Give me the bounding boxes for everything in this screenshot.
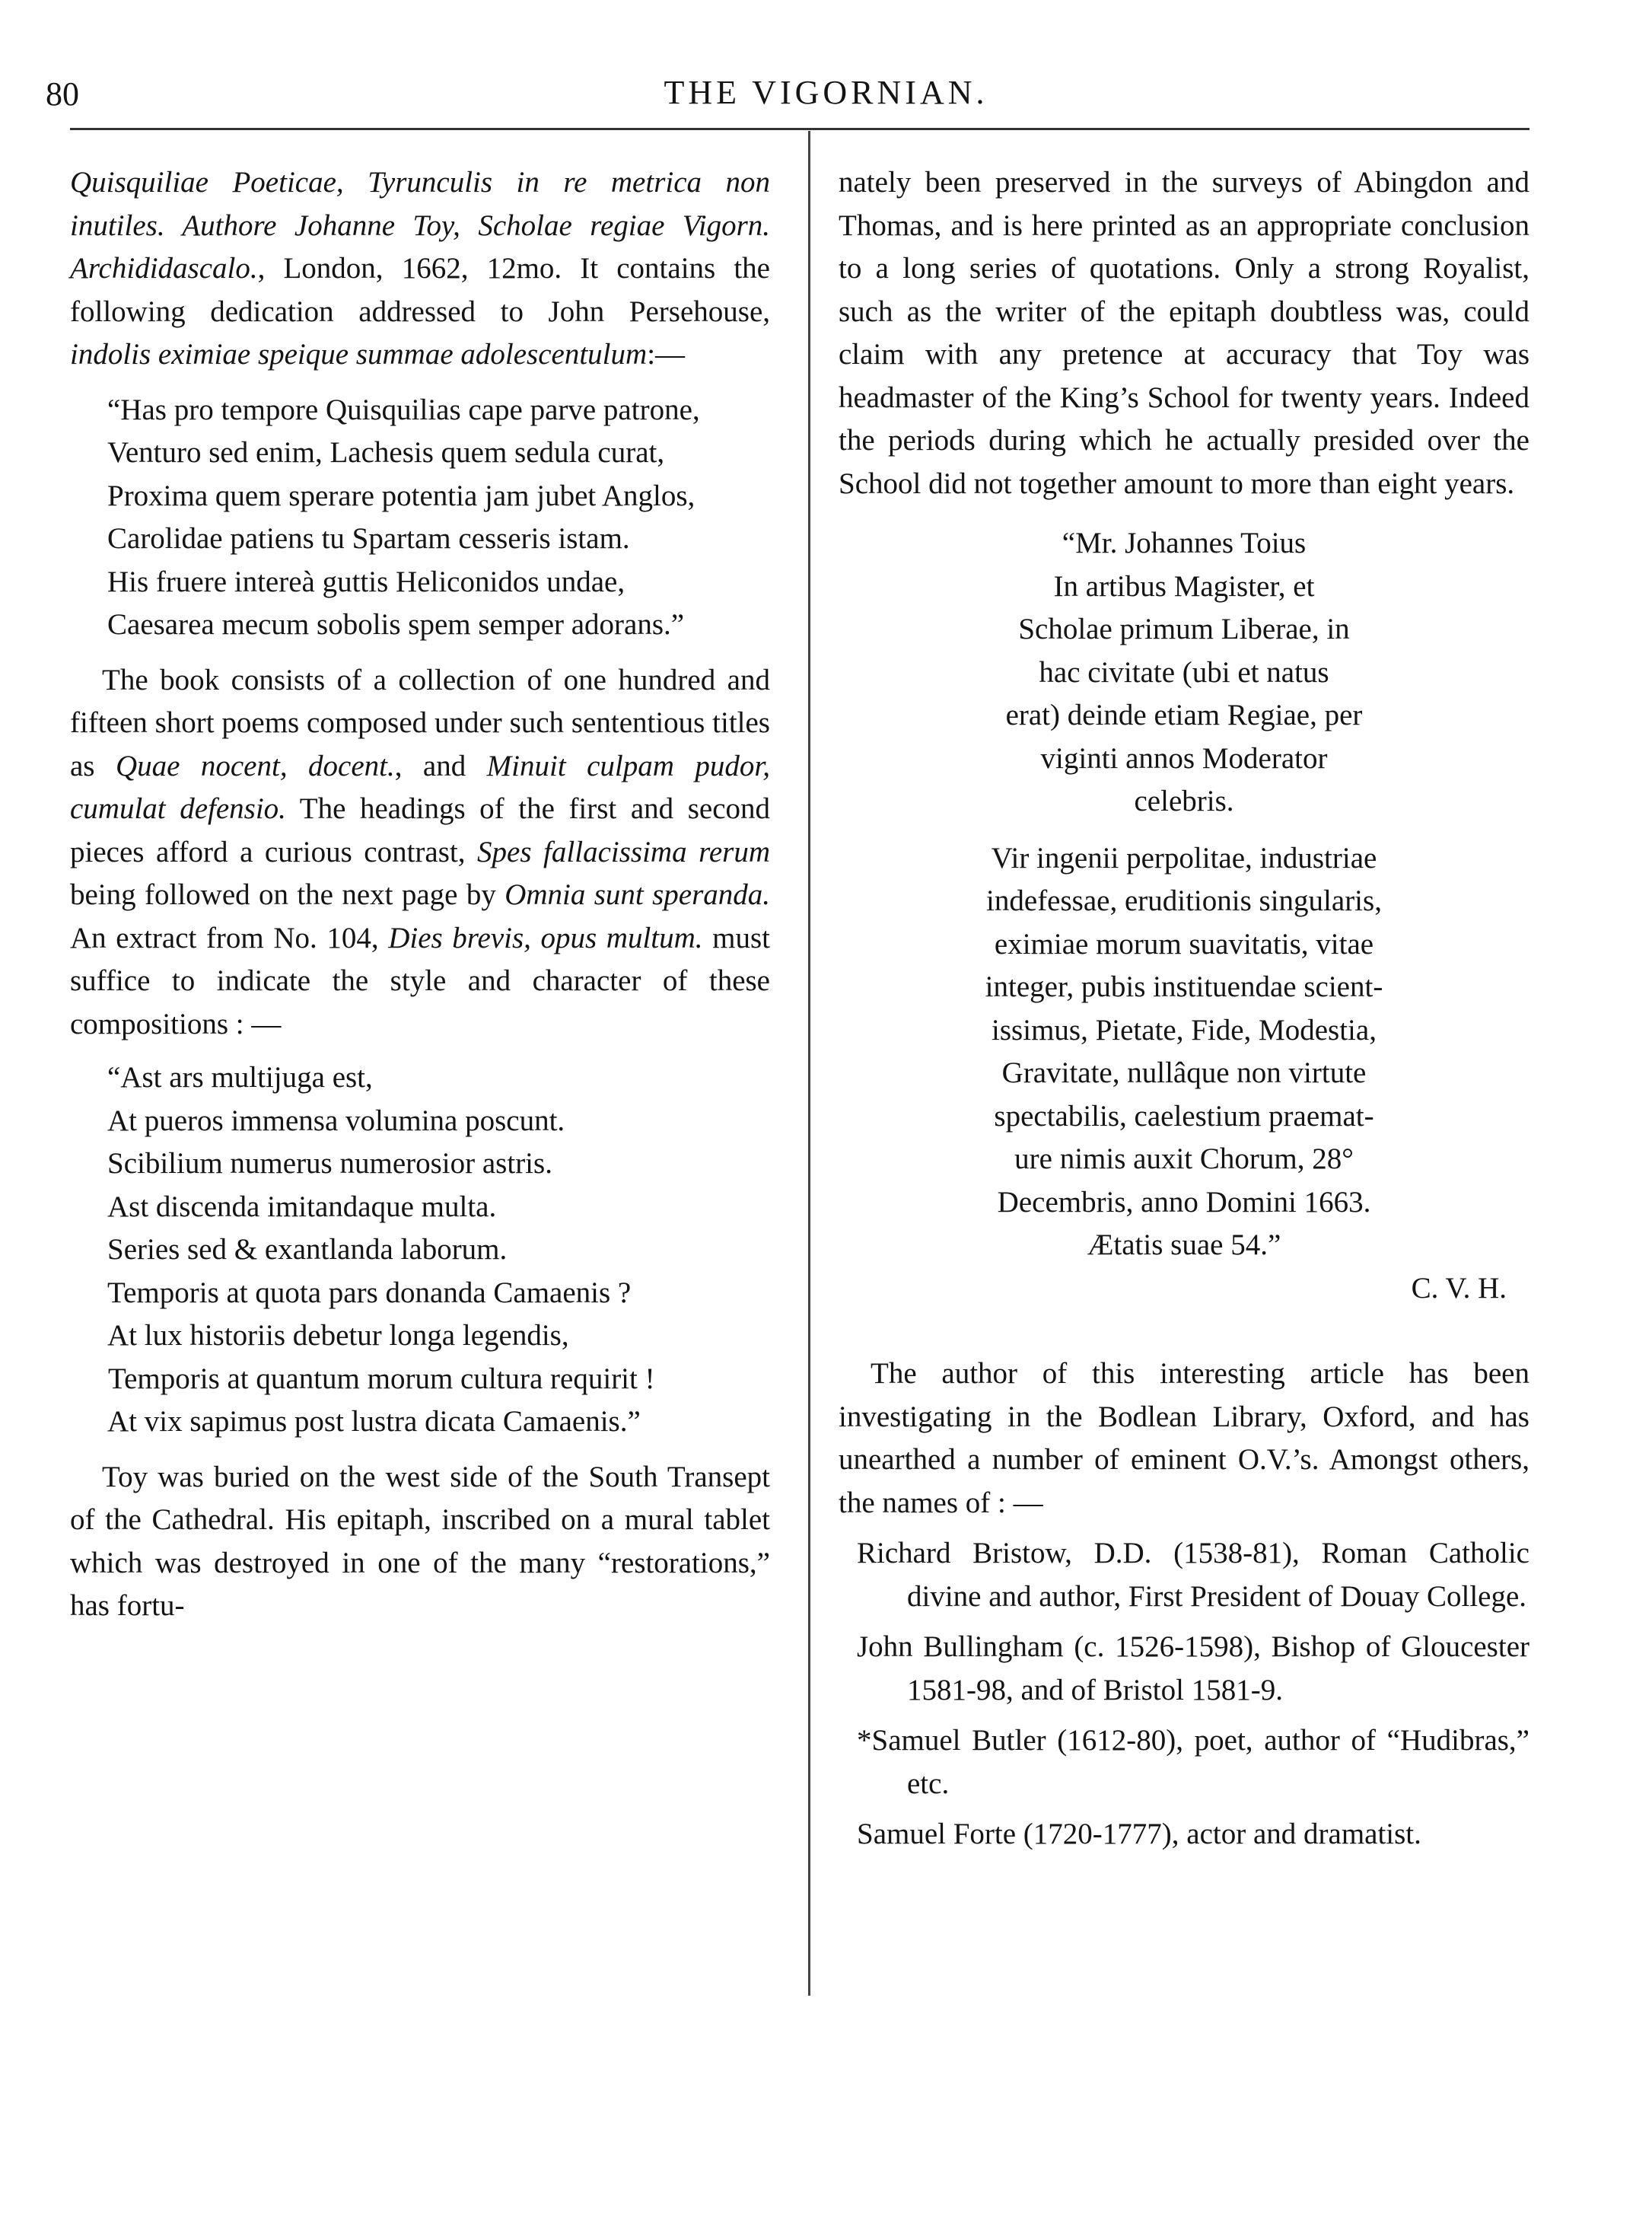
verse-line: Series sed & exantlanda laborum. [107, 1233, 508, 1266]
extract-verse [70, 1056, 770, 1444]
epitaph-line: integer, pubis instituendae scient- [985, 970, 1383, 1003]
epitaph-line: erat) deinde etiam Regiae, per [1005, 699, 1363, 731]
page-number: 80 [46, 75, 79, 113]
author-signature: C. V. H. [1411, 1271, 1507, 1305]
epitaph-line: Decembris, anno Domini 1663. [997, 1185, 1371, 1219]
alumni-list [839, 1532, 1529, 1856]
book-title: Quisquiliae Poeticae, Tyrunculis in re metrica non inutiles. Authore Johanne Toy, Scholae regiae Vigorn. Archididascalo. [70, 166, 770, 285]
verse-line: Caesarea mecum sobolis spem semper adorans.” [107, 608, 685, 641]
epitaph-line: hac civitate (ubi et natus [1039, 655, 1329, 689]
header-rule [70, 128, 1529, 130]
epitaph-line: In artibus Magister, et [1053, 569, 1315, 603]
list-item: Richard Bristow, D.D. (1538-81), Roman Catholic divine and author, First President of Douay College. [857, 1537, 1529, 1613]
epitaph-line: ure nimis auxit Chorum, 28° [1014, 1142, 1354, 1175]
epitaph-line: Gravitate, nullâque non virtute [1001, 1056, 1367, 1089]
dedication-verse [70, 389, 770, 647]
epitaph-part-2 [839, 837, 1529, 1267]
epitaph-line: celebris. [1134, 785, 1234, 817]
burial-paragraph: Toy was buried on the west side of the South Transept of the Cathedral. His epitaph, inscribed on a mural tablet which was destroyed in one of the many “restorations,” has fortu- [70, 1460, 770, 1622]
verse-line: At vix sapimus post lustra dicata Camaenis.” [107, 1405, 641, 1438]
verse-line: “Has pro tempore Quisquilias cape parve patrone, [107, 393, 700, 426]
verse-line: Carolidae patiens tu Spartam cesseris istam. [107, 522, 630, 555]
epitaph-line: Ætatis suae 54.” [1087, 1228, 1281, 1261]
verse-line: “Ast ars multijuga est, [107, 1061, 373, 1094]
epitaph-line: spectabilis, caelestium praemat- [994, 1099, 1374, 1133]
epitaph-line: “Mr. Johannes Toius [1062, 527, 1307, 559]
epitaph-line: indefessae, eruditionis singularis, [986, 884, 1382, 917]
epitaph-intro-paragraph: nately been preserved in the surveys of Abingdon and Thomas, and is here printed as an appropriate conclusion to a long series of quotations. Only a strong Royalist, such as the writer of the epitaph doubtless was, could claim with any pretence at accuracy that Toy was headmaster of the King’s School for twenty years. Indeed the periods during which he actually presided over the School did not together amount to more than eight years. [839, 166, 1529, 500]
column-divider [808, 131, 810, 1996]
book-description-paragraph: The book consists of a collection of one hundred and fifteen short poems composed under such sententious titles as Quae nocent, docent., and Minuit culpam pudor, cumulat defensio. The headings of the first and second pieces afford a curious contrast, Spes fallacissima rerum being followed on the next page by Omnia sunt speranda. An extract from No. 104, Dies brevis, opus multum. must suffice to indicate the style and character of these compositions : — [70, 663, 770, 1040]
epitaph-line: viginti annos Moderator [1040, 741, 1328, 775]
bodleian-paragraph: The author of this interesting article has been investigating in the Bodlean Library, Oxford, and has unearthed a number of eminent O.V.’s. Amongst others, the names of : — [839, 1357, 1529, 1519]
epitaph-line: eximiae morum suavitatis, vitae [994, 927, 1374, 961]
list-item: *Samuel Butler (1612-80), poet, author of “Hudibras,” etc. [857, 1724, 1529, 1800]
list-item: Samuel Forte (1720-1777), actor and dramatist. [857, 1818, 1421, 1850]
epitaph-line: Scholae primum Liberae, in [1018, 613, 1350, 645]
verse-line: Ast discenda imitandaque multa. [107, 1190, 497, 1223]
epitaph-line: issimus, Pietate, Fide, Modestia, [992, 1013, 1377, 1047]
left-column [70, 161, 770, 1628]
verse-line: Scibilium numerus numerosior astris. [107, 1147, 552, 1180]
verse-line: Proxima quem sperare potentia jam jubet Anglos, [107, 479, 695, 512]
verse-line: At lux historiis debetur longa legendis, [107, 1319, 569, 1352]
verse-line: Temporis at quantum morum cultura requirit ! [108, 1362, 655, 1395]
verse-line: Venturo sed enim, Lachesis quem sedula curat, [107, 436, 665, 469]
list-item: John Bullingham (c. 1526-1598), Bishop of Gloucester 1581-98, and of Bristol 1581-9. [857, 1630, 1529, 1706]
verse-line: Temporis at quota pars donanda Camaenis ? [107, 1276, 632, 1309]
epitaph-line: Vir ingenii perpolitae, industriae [991, 841, 1377, 875]
running-title: THE VIGORNIAN. [664, 74, 988, 111]
verse-line: At pueros immensa volumina poscunt. [107, 1104, 565, 1137]
right-column [839, 161, 1529, 1856]
intro-paragraph: Quisquiliae Poeticae, Tyrunculis in re metrica non inutiles. Authore Johanne Toy, Scholae regiae Vigorn. Archididascalo., London, 1662, 12mo. It contains the following dedication addressed to John Persehouse, indolis eximiae speique summae adolescentulum:— [70, 166, 770, 371]
epitaph-part-1 [839, 522, 1529, 824]
verse-line: His fruere intereà guttis Heliconidos undae, [107, 565, 625, 598]
